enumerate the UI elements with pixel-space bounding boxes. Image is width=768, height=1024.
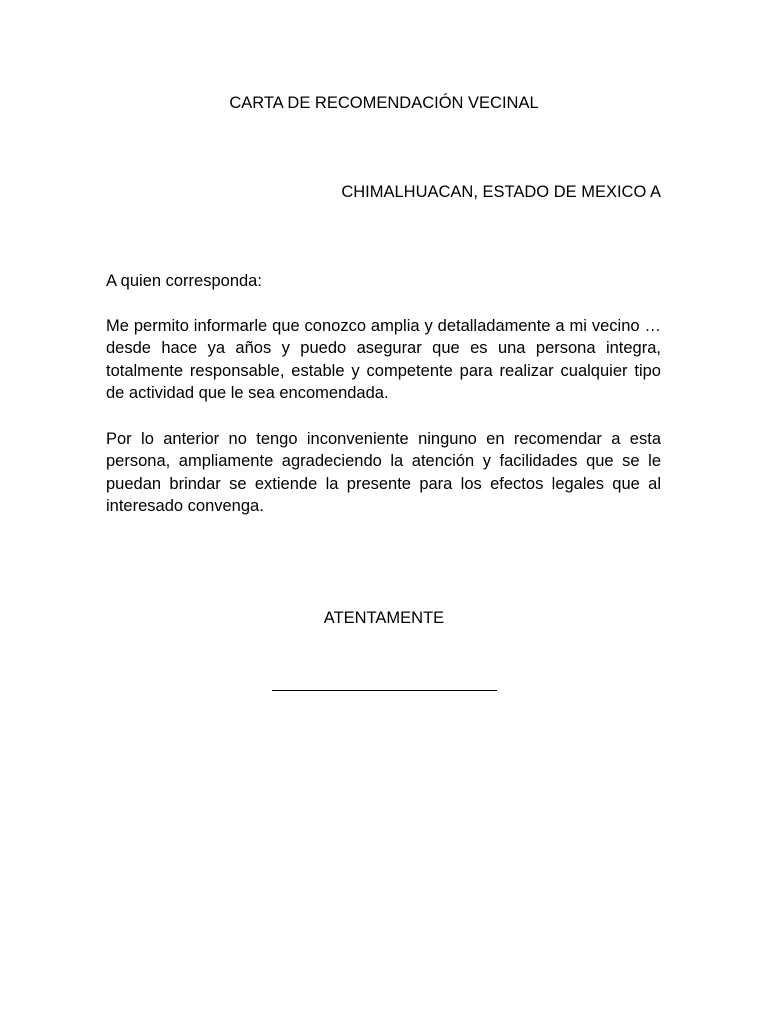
greeting: A quien corresponda: (106, 272, 262, 290)
signature-line (272, 690, 497, 691)
closing-atentamente: ATENTAMENTE (323, 609, 445, 627)
letter-title: CARTA DE RECOMENDACIÓN VECINAL (229, 94, 539, 112)
paragraph-recommendation: Por lo anterior no tengo inconveniente ninguno en recomendar a esta persona, ampliamente agradeciendo la atención y facilidades que se le puedan brindar se extiende la presente para los efectos legales que al interesado convenga. (106, 429, 661, 515)
place-and-date-line: CHIMALHUACAN, ESTADO DE MEXICO A (341, 183, 661, 201)
letter-body (106, 270, 661, 541)
paragraph-introduction: Me permito informarle que conozco amplia y detalladamente a mi vecino … desde hace ya años y puedo asegurar que es una persona integra, totalmente responsable, estable y competente para realizar cualquier tipo de actividad que le sea encomendada. (106, 316, 661, 402)
